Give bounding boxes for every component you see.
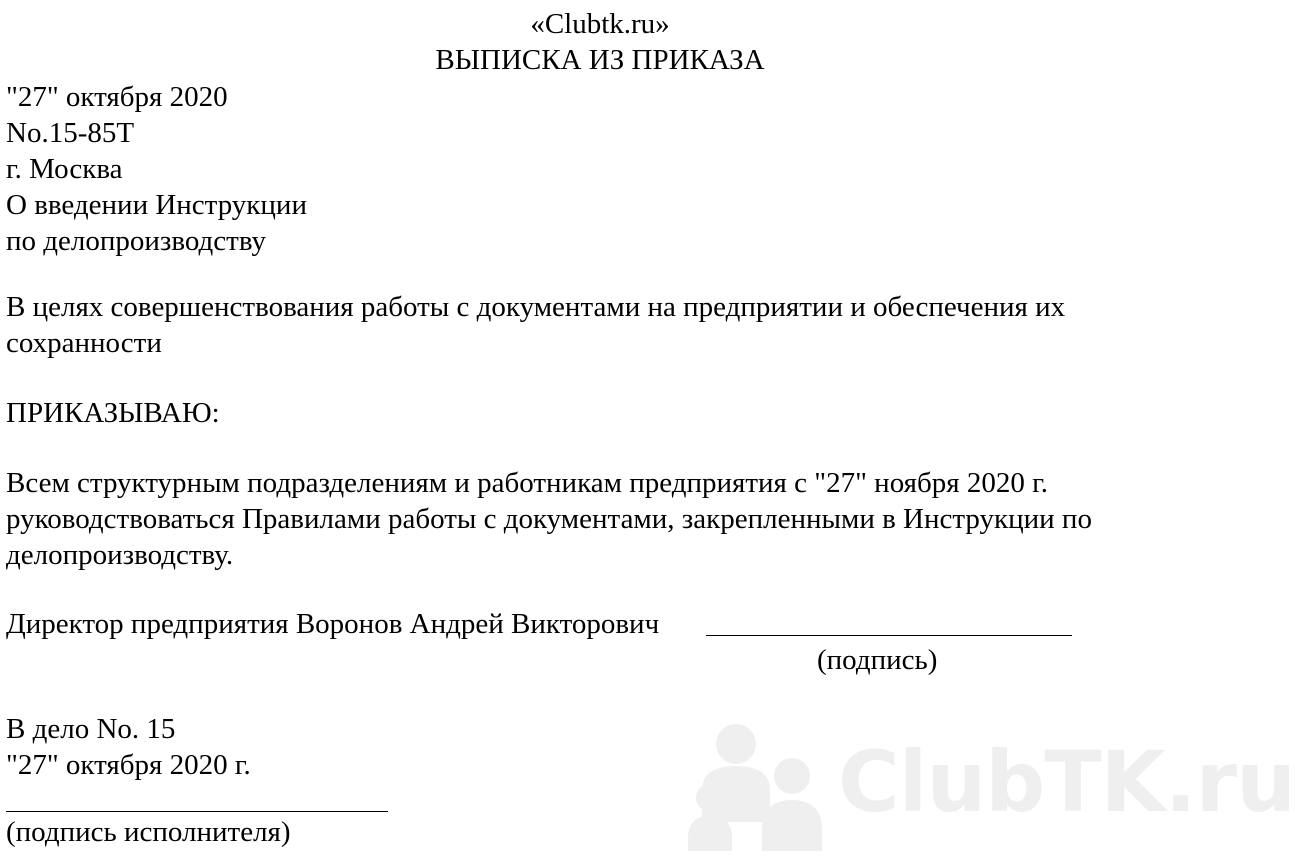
- signer-name: Директор предприятия Воронов Андрей Викторович: [6, 608, 660, 640]
- order-text-line-3: делопроизводству.: [6, 539, 234, 571]
- order-text-line-2: руководствоваться Правилами работы с документами, закрепленными в Инструкции по: [6, 503, 1092, 535]
- order-city: г. Москва: [6, 153, 123, 185]
- document-title: ВЫПИСКА ИЗ ПРИКАЗА: [435, 44, 765, 76]
- executor-signature-caption: (подпись исполнителя): [6, 816, 291, 848]
- order-date: "27" октября 2020: [6, 81, 228, 113]
- filing-date: "27" октября 2020 г.: [6, 749, 251, 781]
- people-logo-icon: [688, 718, 848, 851]
- order-number: No.15-85T: [6, 117, 135, 149]
- preamble-line-2: сохранности: [6, 327, 162, 359]
- filing-case-number: В дело No. 15: [6, 713, 176, 745]
- signature-line: [706, 635, 1072, 636]
- watermark-text: ClubTK.ru: [838, 733, 1295, 831]
- order-text-line-1: Всем структурным подразделениям и работникам предприятия с "27" ноября 2020 г.: [6, 467, 1048, 499]
- preamble-line-1: В целях совершенствования работы с документами на предприятии и обеспечения их: [6, 291, 1066, 323]
- executor-signature-line: [6, 811, 388, 812]
- order-directive-word: ПРИКАЗЫВАЮ:: [6, 397, 220, 429]
- order-subject-line-2: по делопроизводству: [6, 225, 267, 257]
- order-subject-line-1: О введении Инструкции: [6, 189, 307, 221]
- company-name: «Clubtk.ru»: [530, 8, 670, 40]
- signature-caption: (подпись): [817, 644, 938, 676]
- clubtk-watermark: [688, 718, 1295, 851]
